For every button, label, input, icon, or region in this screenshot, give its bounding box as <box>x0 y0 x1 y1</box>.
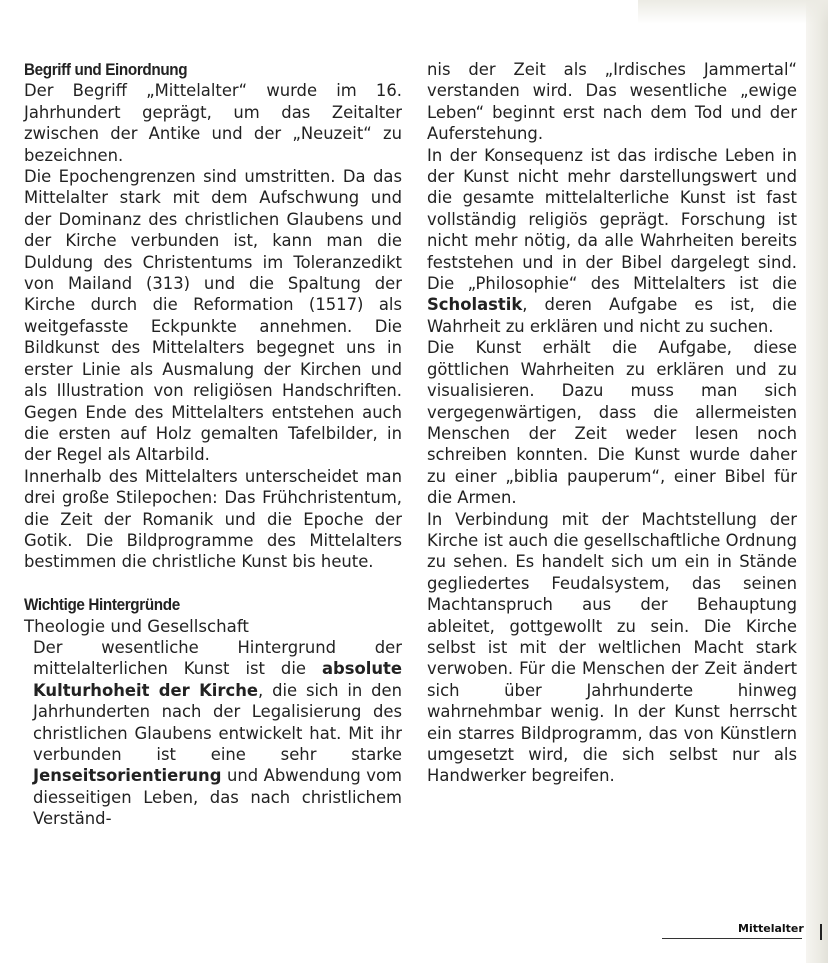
keyword-kulturhoheit: absolute Kulturhoheit der Kirche <box>33 659 402 700</box>
keyword-scholastik: Scholastik <box>427 295 523 315</box>
keyword-jenseitsorientierung: Jenseitsorientierung <box>33 766 222 786</box>
text-run: In der Konsequenz ist das irdische Leben in der Kunst nicht mehr darstellungswert und die gesamte mittelalterliche Kunst ist fast vollständig religiös geprägt. Forschung ist nicht mehr nötig, da alle Wahrheiten bereits feststehen und in der Bibel dargelegt sind. Die „Philosophie“ des Mittelalters ist die <box>427 145 797 294</box>
paragraph-kunst-aufgabe: Die Kunst erhält die Aufgabe, diese göttlichen Wahrheiten zu erklären und zu visualisieren. Dazu muss man sich vergegenwärtigen, dass die allermeisten Menschen der Zeit weder lesen noch schreiben konnten. Die Kunst wurde daher zu einer „biblia pauperum“, einer Bibel für die Armen. <box>427 338 797 508</box>
paragraph-machtstellung: In Verbindung mit der Machtstellung der Kirche ist auch die gesellschaftliche Ordnung zu sehen. Es handelt sich um ein in Stände gegliedertes Feudalsystem, das seinen Machtanspruch aus der Behauptung ableitet, gottgewollt zu sein. Die Kirche selbst ist mit der weltlichen Macht stark verwoben. Für die Menschen der Zeit ändert sich über Jahrhunderte hinweg wahrnehmbar wenig. In der Kunst herrscht ein starres Bildprogramm, das von Künstlern umgesetzt wird, die sich selbst nur als Handwerker begreifen. <box>427 509 797 786</box>
section-heading-begriff: Begriff und Einordnung <box>24 60 188 79</box>
page-edge-shadow <box>806 0 828 963</box>
footer-rule <box>662 938 802 939</box>
running-footer-label: Mittelalter <box>738 922 804 935</box>
footer-tab-mark <box>820 924 822 940</box>
subheading-theologie: Theologie und Gesellschaft <box>24 616 249 636</box>
page-top-shadow <box>638 0 828 24</box>
text-run: und Abwendung vom diesseitigen Leben, das nach christlichem Verständ- <box>33 766 402 829</box>
right-column <box>427 59 797 787</box>
text-run: , die sich in den Jahrhunderten nach der Legalisierung des christlichen Glaubens entwickelt hat. Mit ihr verbunden ist eine sehr starke <box>33 680 402 764</box>
paragraph-konsequenz <box>427 145 797 338</box>
paragraph-stilepochen: Innerhalb des Mittelalters unterscheidet man drei große Stilepochen: Das Frühchristentum, die Zeit der Romanik und die Epoche der Gotik. Die Bildprogramme des Mittelalters bestimmen die christliche Kunst bis heute. <box>24 466 402 572</box>
paragraph-jammertal: nis der Zeit als „Irdisches Jammertal“ verstanden wird. Das wesentliche „ewige Leben“ beginnt erst nach dem Tod und der Auferstehung. <box>427 60 797 144</box>
text-run: , deren Aufgabe es ist, die Wahrheit zu erklären und nicht zu suchen. <box>427 295 797 336</box>
text-run: Der wesentliche Hintergrund der mittelalterlichen Kunst ist die <box>33 637 402 679</box>
section-gap <box>24 573 402 594</box>
left-column <box>24 59 402 830</box>
paragraph-epochengrenzen: Die Epochengrenzen sind umstritten. Da das Mittelalter stark mit dem Aufschwung und der Dominanz des christlichen Glaubens und der Kirche verbunden ist, kann man die Duldung des Christentums im Toleranzedikt von Mailand (313) und die Spaltung der Kirche durch die Reformation (1517) als weitgefasste Eckpunkte annehmen. Die Bildkunst des Mittelalters begegnet uns in erster Linie als Ausmalung der Kirchen und als Illustration von religiösen Handschriften. Gegen Ende des Mittelalters entstehen auch die ersten auf Holz gemalten Tafelbilder, in der Regel als Altarbild. <box>24 167 402 465</box>
paragraph-begriff: Der Begriff „Mittelalter“ wurde im 16. Jahrhundert geprägt, um das Zeitalter zwischen der Antike und der „Neuzeit“ zu bezeichnen. <box>24 81 402 165</box>
paragraph-kulturhoheit <box>24 637 402 830</box>
section-heading-hintergruende: Wichtige Hintergründe <box>24 595 180 615</box>
